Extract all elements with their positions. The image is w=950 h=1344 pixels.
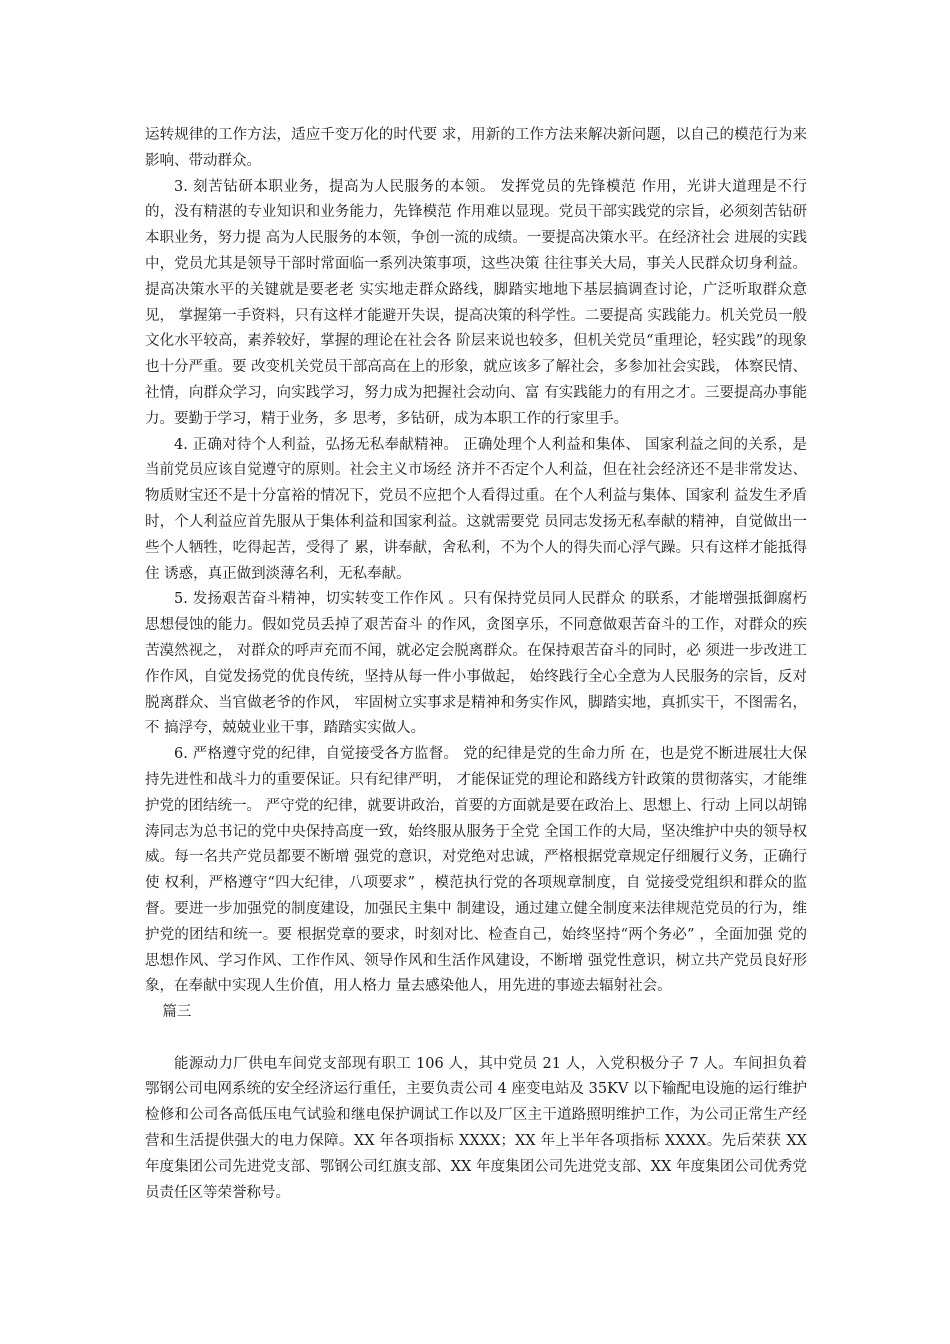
paragraph-section-intro: 能源动力厂供电车间党支部现有职工 106 人，其中党员 21 人，入党积极分子 7 人。车间担负着鄂钢公司电网系统的安全经济运行重任，主要负责公司 4 座变电站及 35KV 以下输配电设施的运行维护检修和公司各高低压电气试验和继电保护调试工作以及厂区主干道路照明维护工作，为公司正常生产经营和生活提供强大的电力保障。XX 年各项指标 XXXX；XX 年上半年各项指标 XXXX。先后荣获 XX 年度集团公司先进党支部、鄂钢公司红旗支部、XX 年度集团公司先进党支部、XX 年度集团公司优秀党员责任区等荣誉称号。 xyxy=(145,1055,807,1201)
paragraph-item-4: 4. 正确对待个人利益，弘扬无私奉献精神。 正确处理个人利益和集体、 国家利益之间的关系，是当前党员应该自觉遵守的原则。社会主义市场经 济并不否定个人利益，但在社会经济还不是非常发达、物质财宝还不是十分富裕的情况下，党员不应把个人看得过重。在个人利益与集体、国家利 益发生矛盾时，个人利益应首先服从于集体利益和国家利益。这就需要党 员同志发扬无私奉献的精神，自觉做出一些个人牺牲，吃得起苦，受得了 累，讲奉献，舍私利，不为个人的得失而心浮气躁。只有这样才能抵得住 诱惑，真正做到淡薄名利，无私奉献。 xyxy=(145,436,807,582)
section-heading: 篇三 xyxy=(162,1004,192,1021)
paragraph-continuation: 运转规律的工作方法，适应千变万化的时代要 求，用新的工作方法来解决新问题，以自己的模范行为来影响、带动群众。 xyxy=(145,127,807,169)
document-page xyxy=(145,123,807,1206)
paragraph-item-6: 6. 严格遵守党的纪律，自觉接受各方监督。 党的纪律是党的生命力所 在，也是党不断进展壮大保持先进性和战斗力的重要保证。只有纪律严明， 才能保证党的理论和路线方针政策的贯彻落实，才能维护党的团结统一。 严守党的纪律，就要讲政治，首要的方面就是要在政治上、思想上、行动 上同以胡锦涛同志为总书记的党中央保持高度一致，始终服从服务于全党 全国工作的大局，坚决维护中央的领导权威。每一名共产党员都要不断增 强党的意识，对党绝对忠诚，严格根据党章规定仔细履行义务，正确行使 权利，严格遵守“四大纪律，八项要求” ，模范执行党的各项规章制度，自 觉接受党组织和群众的监督。要进一步加强党的制度建设，加强民主集中 制建设，通过建立健全制度来法律规范党员的行为，维护党的团结和统一。要 根据党章的要求，时刻对比、检查自己，始终坚持“两个务必” ，全面加强 党的思想作风、学习作风、工作作风、领导作风和生活作风建设，不断增 强党性意识，树立共产党员良好形象，在奉献中实现人生价值，用人格力 量去感染他人，用先进的事迹去辐射社会。 xyxy=(145,746,807,995)
paragraph-item-3: 3. 刻苦钻研本职业务，提高为人民服务的本领。 发挥党员的先锋模范 作用，光讲大道理是不行的，没有精湛的专业知识和业务能力，先锋模范 作用难以显现。党员干部实践党的宗旨，必须刻苦钻研本职业务，努力提 高为人民服务的本领，争创一流的成绩。一要提高决策水平。在经济社会 进展的实践中，党员尤其是领导干部时常面临一系列决策事项，这些决策 往往事关大局，事关人民群众切身利益。提高决策水平的关键就是要老老 实实地走群众路线，脚踏实地地下基层搞调查讨论，广泛听取群众意见， 掌握第一手资料，只有这样才能避开失误，提高决策的科学性。二要提高 实践能力。机关党员一般文化水平较高，素养较好，掌握的理论在社会各 阶层来说也较多，但机关党员“重理论，轻实践”的现象也十分严重。要 改变机关党员干部高高在上的形象，就应该多了解社会，多参加社会实践， 体察民情、社情，向群众学习，向实践学习，努力成为把握社会动向、富 有实践能力的有用之才。三要提高办事能力。要勤于学习，精于业务，多 思考，多钻研，成为本职工作的行家里手。 xyxy=(145,178,807,427)
paragraph-item-5: 5. 发扬艰苦奋斗精神，切实转变工作作风 。只有保持党员同人民群众 的联系，才能增强抵御腐朽思想侵蚀的能力。假如党员丢掉了艰苦奋斗 的作风，贪图享乐，不同意做艰苦奋斗的工作，对群众的疾苦漠然视之， 对群众的呼声充而不闻，就必定会脱离群众。在保持艰苦奋斗的同时，必 须进一步改进工作作风，自觉发扬党的优良传统，坚持从每一件小事做起， 始终践行全心全意为人民服务的宗旨，反对脱离群众、当官做老爷的作风， 牢固树立实事求是精神和务实作风，脚踏实地，真抓实干，不图需名，不 搞浮夸，兢兢业业干事，踏踏实实做人。 xyxy=(145,591,807,737)
section-spacer xyxy=(145,1026,807,1052)
